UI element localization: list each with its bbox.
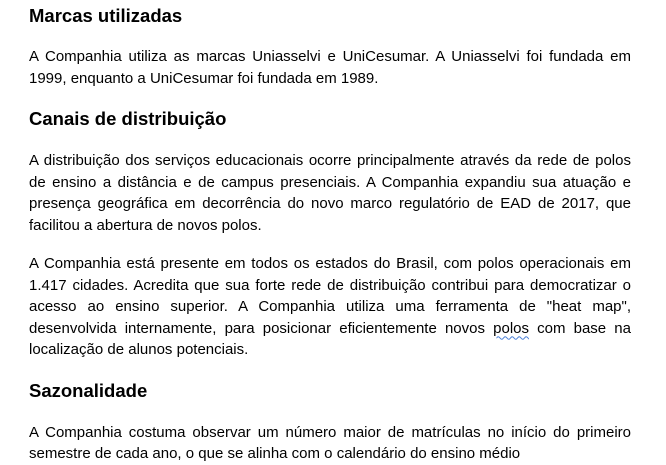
paragraph-sazonalidade: A Companhia costuma observar um número maior de matrículas no início do primeiro semestre de cada ano, o que se alinha com o calendário do ensino médio [29,423,631,462]
paragraph-canais-2-text: A Companhia está presente em todos os estados do Brasil, com polos operacionais em 1.417 cidades. Acredita que sua forte rede de distribuição contribui para democratizar o acesso ao ensino superior. A Companhia utiliza uma ferramenta de "heat map", desenvolvida internamente, para posicionar eficientemente novos [29,255,631,337]
document-page [29,0,631,465]
heading-sazonalidade: Sazonalidade [29,379,148,401]
spellcheck-underlined-word[interactable]: polos [493,319,529,337]
paragraph-canais-2 [29,253,631,361]
paragraph-marcas: A Companhia utiliza as marcas Uniasselvi e UniCesumar. A Uniasselvi foi fundada em 1999, enquanto a UniCesumar foi fundada em 1989. [29,48,631,87]
paragraph-canais-1: A distribuição dos serviços educacionais ocorre principalmente através da rede de polos de ensino a distância e de campus presenciais. A Companhia expandiu sua atuação e presença geográfica em decorrência do novo marco regulatório de EAD de 2017, que facilitou a abertura de novos polos. [29,152,631,234]
paragraph-canais-2-tail: com base na localização de alunos potenciais. [29,319,631,358]
heading-marcas-utilizadas: Marcas utilizadas [29,5,183,26]
heading-canais-de-distribuicao: Canais de distribuição [29,108,227,129]
